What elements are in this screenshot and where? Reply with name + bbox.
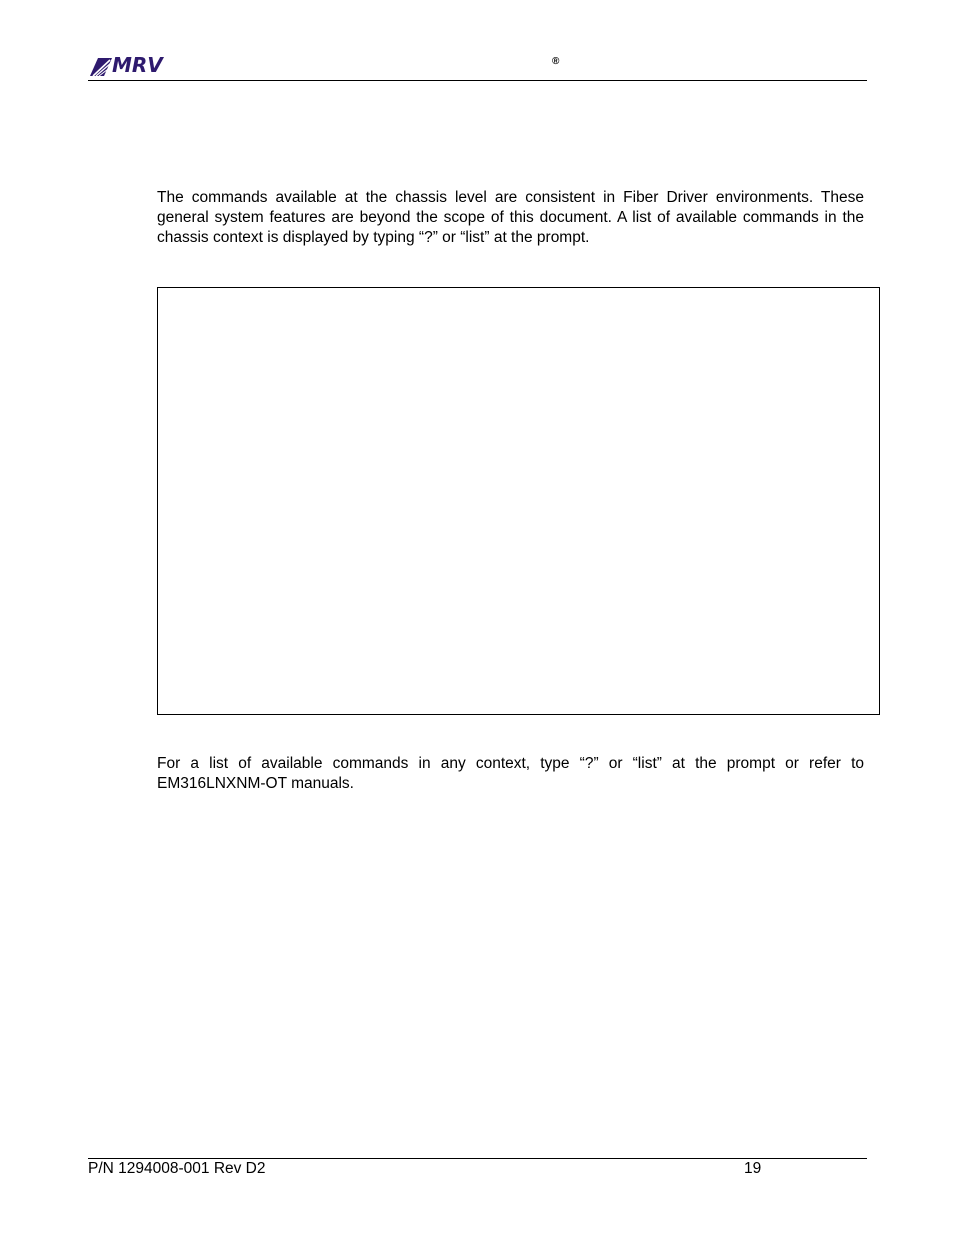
cli-output-box xyxy=(157,287,880,715)
mrv-logo xyxy=(90,53,174,77)
registered-mark: ® xyxy=(552,56,560,67)
chassis-commands-paragraph: The commands available at the chassis level are consistent in Fiber Driver environments. These general system features are beyond the scope of this document. A list of available commands in the chassis context is displayed by typing “?” or “list” at the prompt. xyxy=(157,189,864,246)
part-number: P/N 1294008-001 Rev D2 xyxy=(88,1160,266,1177)
logo-text: MRV xyxy=(112,53,163,77)
page-header xyxy=(88,52,867,81)
page-number: 19 xyxy=(744,1160,762,1177)
page-footer xyxy=(88,1158,867,1183)
available-commands-paragraph: For a list of available commands in any context, type “?” or “list” at the prompt or refer to EM316LNXNM-OT manuals. xyxy=(157,755,864,792)
mrv-logo-mark-icon xyxy=(90,58,114,78)
